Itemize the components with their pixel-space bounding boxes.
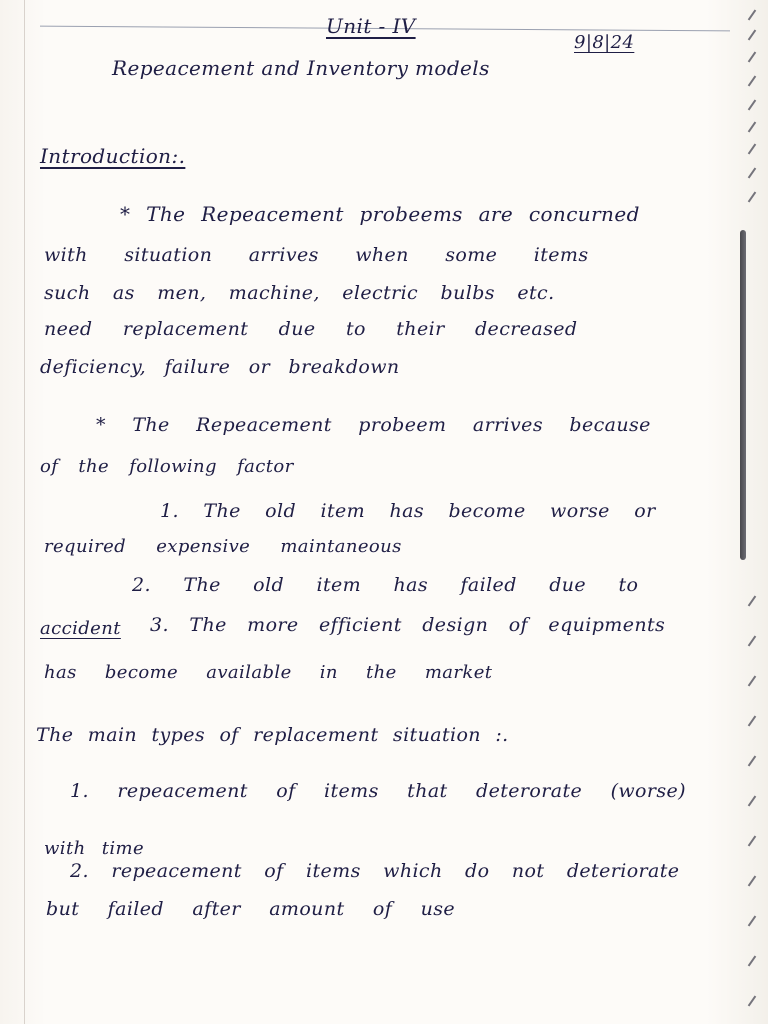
page-edge-mark xyxy=(748,168,757,179)
page-edge-mark xyxy=(748,756,757,767)
factor-item-1: 1. The old item has become worse or xyxy=(160,500,656,522)
page-edge-mark xyxy=(748,636,757,647)
page-edge-mark xyxy=(748,916,757,927)
page-edge-mark xyxy=(748,30,757,41)
page-edge-mark xyxy=(748,676,757,687)
unit-title: Unit - IV xyxy=(326,14,416,38)
page-date: 9|8|24 xyxy=(574,32,635,53)
page-edge-mark xyxy=(748,122,757,133)
paragraph1-line1: * The Repeacement probeems are concurned xyxy=(120,202,640,226)
type-item-2: 2. repeacement of items which do not deteriorate xyxy=(70,860,680,882)
page-edge-mark xyxy=(748,836,757,847)
paragraph1-line2: with situation arrives when some items xyxy=(44,244,589,266)
margin-line xyxy=(24,0,25,1024)
page-edge-mark xyxy=(748,192,757,203)
page-edge-mark xyxy=(748,796,757,807)
page-edge-marks xyxy=(728,0,768,1024)
page-edge-mark xyxy=(748,144,757,155)
paragraph2-line1: * The Repeacement probeem arrives because xyxy=(96,414,651,436)
type-item-1-continued: with time xyxy=(44,838,145,859)
page-edge-mark xyxy=(748,76,757,87)
factor-item-3: 3. The more efficient design of equipments xyxy=(150,614,666,636)
page-edge-mark xyxy=(748,596,757,607)
type-item-2-continued: but failed after amount of use xyxy=(46,898,456,920)
page-edge-mark xyxy=(748,996,757,1007)
page-edge-mark xyxy=(748,956,757,967)
factor-item-1-continued: required expensive maintaneous xyxy=(44,536,402,557)
type-item-1: 1. repeacement of items that deterorate (worse) xyxy=(70,780,686,802)
paragraph1-line4: need replacement due to their decreased xyxy=(44,318,578,340)
factor-item-2-continued: accident xyxy=(40,618,121,639)
page-edge-mark xyxy=(748,10,757,21)
types-heading: The main types of replacement situation :. xyxy=(36,724,509,746)
page-edge-mark xyxy=(748,100,757,111)
paragraph2-line2: of the following factor xyxy=(40,456,294,477)
paragraph1-line3: such as men, machine, electric bulbs etc. xyxy=(44,282,555,304)
page-edge-mark xyxy=(748,52,757,63)
introduction-heading: Introduction:. xyxy=(40,144,186,168)
factor-item-2: 2. The old item has failed due to xyxy=(132,574,639,596)
page-edge-mark xyxy=(748,716,757,727)
paragraph1-line5: deficiency, failure or breakdown xyxy=(40,356,400,378)
page-edge-mark xyxy=(748,876,757,887)
factor-item-3-continued: has become available in the market xyxy=(44,662,493,683)
page-heading: Repeacement and Inventory models xyxy=(112,56,490,80)
